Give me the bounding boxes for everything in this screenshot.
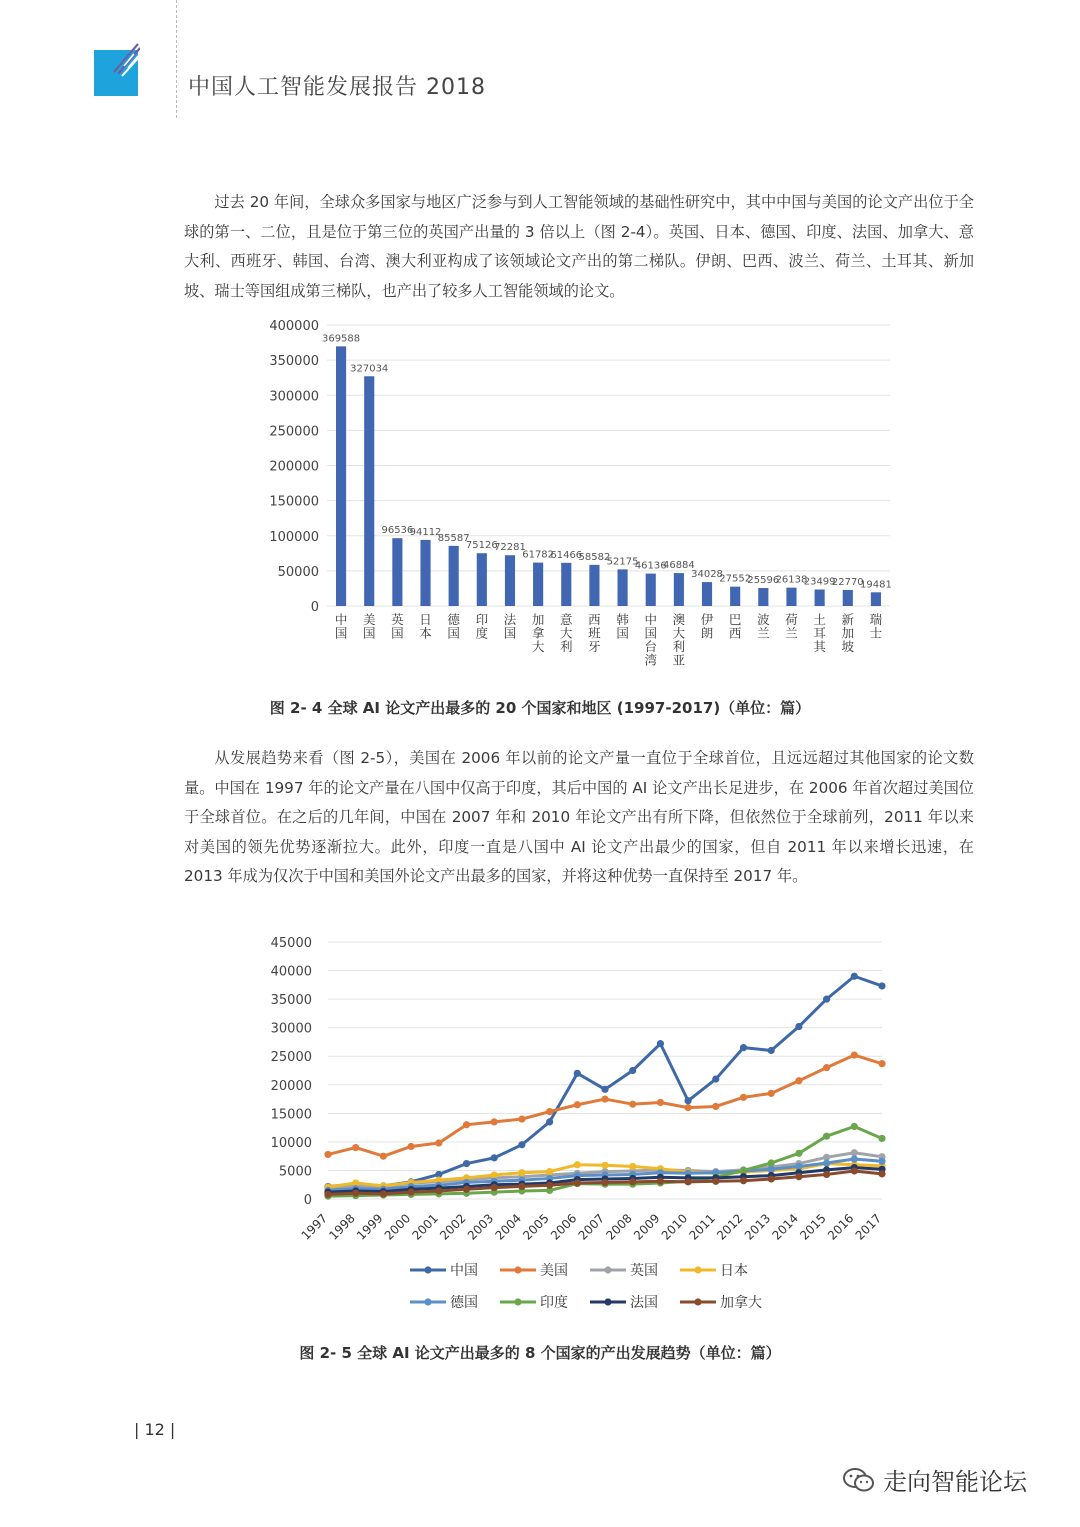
x-tick-label-char: 日: [419, 612, 432, 627]
series-point: [795, 1173, 802, 1180]
x-tick-label: 2017: [852, 1211, 885, 1243]
series-point: [685, 1097, 692, 1104]
series-point: [629, 1163, 636, 1170]
x-tick-label-char: 利: [672, 639, 686, 654]
y-tick-label: 20000: [270, 1078, 312, 1094]
x-tick-label-char: 牙: [588, 639, 601, 654]
bar: [618, 569, 628, 606]
legend-label: 加拿大: [720, 1295, 762, 1311]
x-tick-label-char: 耳: [813, 625, 826, 641]
y-tick-label: 350000: [269, 354, 319, 370]
series-point: [712, 1075, 719, 1082]
x-tick-label-char: 兰: [757, 625, 770, 641]
series-point: [324, 1191, 331, 1198]
data-label: 52175: [606, 556, 639, 568]
series-point: [491, 1154, 498, 1161]
series-point: [657, 1099, 664, 1106]
data-label: 327034: [350, 363, 389, 375]
series-point: [491, 1118, 498, 1125]
x-tick-label: 2015: [797, 1211, 829, 1243]
y-tick-label: 250000: [269, 424, 319, 440]
series-point: [546, 1168, 553, 1175]
x-tick-label-char: 其: [813, 639, 826, 654]
x-tick-label: 2016: [824, 1211, 857, 1243]
x-tick-label-char: 国: [334, 625, 348, 641]
x-tick-label-char: 兰: [785, 625, 798, 641]
data-label: 23499: [803, 576, 836, 588]
series-point: [851, 1149, 858, 1156]
x-tick-label-char: 大: [531, 639, 545, 654]
series-point: [768, 1159, 775, 1166]
y-tick-label: 30000: [270, 1021, 312, 1037]
x-tick-label: 1998: [326, 1211, 358, 1243]
legend-label: 德国: [450, 1295, 478, 1311]
series-point: [740, 1094, 747, 1101]
bar: [702, 582, 712, 606]
x-tick-label-char: 国: [362, 625, 376, 641]
bar: [871, 592, 881, 606]
legend-marker: [604, 1298, 611, 1305]
data-label: 94112: [409, 526, 442, 538]
x-tick-label-char: 伊: [700, 612, 714, 627]
x-tick-label-char: 国: [644, 625, 657, 641]
x-tick-label-char: 德: [447, 612, 460, 627]
bar: [364, 376, 374, 606]
bar: [674, 573, 684, 606]
x-tick-label-char: 西: [588, 612, 601, 627]
legend-label: 日本: [720, 1263, 748, 1279]
data-label: 85587: [437, 532, 470, 544]
page-number: | 12 |: [134, 1420, 176, 1439]
series-point: [851, 1123, 858, 1130]
series-point: [380, 1153, 387, 1160]
data-label: 27552: [719, 573, 752, 585]
data-label: 58582: [578, 551, 611, 563]
x-tick-label-char: 大: [560, 625, 573, 641]
series-point: [380, 1190, 387, 1197]
x-tick-label-char: 西: [728, 625, 742, 641]
x-tick-label-char: 土: [813, 612, 826, 627]
x-tick-label: 2014: [769, 1211, 802, 1243]
y-tick-label: 35000: [270, 993, 312, 1009]
report-logo: [94, 42, 140, 96]
bar: [561, 563, 571, 606]
series-point: [740, 1044, 747, 1051]
x-tick-label-char: 波: [757, 612, 770, 627]
legend-label: 印度: [540, 1295, 568, 1311]
x-tick-label-char: 湾: [644, 652, 657, 668]
series-point: [823, 1159, 830, 1166]
x-tick-label-char: 瑞: [869, 612, 883, 627]
x-tick-label-char: 巴: [728, 612, 742, 627]
bar: [843, 590, 853, 606]
bar: [505, 555, 515, 606]
series-point: [463, 1186, 470, 1193]
legend-marker: [514, 1298, 521, 1305]
data-label: 25596: [747, 575, 780, 587]
legend-marker: [604, 1266, 611, 1273]
series-point: [629, 1067, 636, 1074]
legend-marker: [694, 1266, 701, 1273]
series-point: [685, 1104, 692, 1111]
x-tick-label-char: 中: [644, 612, 657, 627]
wechat-icon: [843, 1467, 875, 1493]
series-point: [878, 982, 885, 989]
series-point: [823, 1133, 830, 1140]
x-tick-label-char: 印: [475, 612, 489, 627]
data-label: 46136: [634, 560, 667, 572]
x-tick-label-char: 国: [503, 625, 517, 641]
series-point: [463, 1121, 470, 1128]
series-point: [629, 1101, 636, 1108]
series-point: [740, 1167, 747, 1174]
x-tick-label: 2010: [658, 1211, 691, 1243]
series-point: [601, 1179, 608, 1186]
y-tick-label: 10000: [270, 1135, 312, 1151]
legend-label: 英国: [630, 1263, 658, 1279]
legend-marker: [424, 1298, 431, 1305]
bar: [449, 546, 459, 606]
x-tick-label-char: 英: [391, 612, 404, 627]
x-tick-label: 2004: [492, 1211, 525, 1243]
bar: [646, 574, 656, 606]
x-tick-label-char: 中: [334, 612, 348, 627]
y-tick-label: 0: [310, 600, 319, 615]
series-point: [352, 1190, 359, 1197]
x-tick-label-char: 美: [362, 612, 376, 627]
series-point: [518, 1141, 525, 1148]
watermark: [843, 1462, 1027, 1497]
series-point: [601, 1086, 608, 1093]
series-point: [408, 1189, 415, 1196]
series-point: [823, 1064, 830, 1071]
series-point: [601, 1095, 608, 1102]
y-tick-label: 200000: [269, 459, 319, 475]
header-divider: [176, 0, 177, 118]
line-chart-fig-2-5: [250, 930, 900, 1322]
series-point: [768, 1090, 775, 1097]
x-tick-label-char: 韩: [616, 612, 629, 627]
series-point: [878, 1170, 885, 1177]
data-label: 46884: [662, 560, 695, 572]
bar: [815, 589, 825, 606]
bar: [420, 540, 430, 606]
report-title: 中国人工智能发展报告 2018: [188, 75, 486, 100]
series-point: [491, 1184, 498, 1191]
data-label: 19481: [860, 579, 892, 591]
series-point: [324, 1151, 331, 1158]
series-point: [823, 1171, 830, 1178]
x-tick-label-char: 亚: [672, 652, 686, 668]
series-line: [328, 1055, 882, 1156]
bar: [758, 588, 768, 606]
series-point: [435, 1139, 442, 1146]
x-tick-label: 2007: [575, 1211, 608, 1243]
watermark-text: 走向智能论坛: [883, 1468, 1027, 1496]
y-tick-label: 5000: [278, 1164, 312, 1180]
data-label: 61782: [522, 549, 555, 561]
x-tick-label: 2002: [437, 1211, 469, 1243]
x-tick-label: 2006: [547, 1211, 580, 1243]
series-point: [851, 973, 858, 980]
bar: [477, 553, 487, 606]
x-tick-label-char: 台: [644, 639, 657, 654]
series-point: [574, 1179, 581, 1186]
x-tick-label-char: 澳: [672, 612, 686, 627]
series-point: [795, 1150, 802, 1157]
x-tick-label: 2009: [631, 1211, 663, 1243]
x-tick-label: 2008: [603, 1211, 635, 1243]
x-tick-label-char: 荷: [785, 612, 798, 627]
y-tick-label: 40000: [270, 964, 312, 980]
y-tick-label: 300000: [269, 389, 319, 405]
x-tick-label-char: 国: [616, 625, 629, 641]
series-point: [851, 1051, 858, 1058]
series-point: [795, 1163, 802, 1170]
y-tick-label: 45000: [270, 936, 312, 951]
x-tick-label-char: 法: [503, 612, 517, 627]
series-point: [435, 1187, 442, 1194]
x-tick-label: 1997: [298, 1211, 331, 1243]
paragraph-1: 过去 20 年间，全球众多国家与地区广泛参与到人工智能领域的基础性研究中，其中中国与美国的论文产出位于全球的第一、二位，且是位于第三位的英国产出量的 3 倍以上（图 2-4）。英国、日本、德国、印度、法国、加拿大、意大利、西班牙、韩国、台湾、澳大利亚构成了该领域论文产出的第二梯队。伊朗、巴西、波兰、荷兰、土耳其、新加坡、瑞士等国组成第三梯队，也产出了较多人工智能领域的论文。: [184, 193, 974, 300]
bar: [533, 563, 543, 606]
series-point: [795, 1023, 802, 1030]
x-tick-label: 2001: [409, 1211, 441, 1243]
legend-marker: [514, 1266, 521, 1273]
bar: [392, 538, 402, 606]
x-tick-label: 2005: [520, 1211, 552, 1243]
series-point: [546, 1182, 553, 1189]
x-tick-label: 2003: [464, 1211, 497, 1243]
x-tick-label: 1999: [354, 1211, 386, 1243]
x-tick-label-char: 拿: [531, 625, 545, 641]
x-tick-label-char: 班: [588, 625, 601, 641]
data-label: 75126: [465, 540, 498, 552]
data-label: 72281: [494, 542, 526, 554]
x-tick-label-char: 新: [841, 612, 855, 627]
x-tick-label: 2013: [741, 1211, 774, 1243]
legend-label: 法国: [630, 1295, 658, 1311]
series-point: [768, 1166, 775, 1173]
x-tick-label-char: 朗: [700, 625, 714, 641]
series-point: [518, 1183, 525, 1190]
x-tick-label-char: 国: [391, 625, 404, 641]
bar: [589, 565, 599, 606]
x-tick-label-char: 度: [475, 625, 489, 641]
bar: [786, 588, 796, 606]
y-tick-label: 25000: [270, 1050, 312, 1066]
series-point: [795, 1077, 802, 1084]
series-point: [352, 1144, 359, 1151]
series-point: [601, 1162, 608, 1169]
series-point: [408, 1143, 415, 1150]
x-tick-label-char: 加: [531, 612, 545, 627]
y-tick-label: 15000: [270, 1107, 312, 1123]
y-tick-label: 50000: [277, 564, 319, 580]
x-tick-label-char: 士: [869, 625, 883, 641]
series-point: [518, 1169, 525, 1176]
series-point: [851, 1167, 858, 1174]
bar-chart-fig-2-4: [250, 312, 900, 684]
x-tick-label-char: 坡: [841, 639, 855, 654]
series-point: [546, 1108, 553, 1115]
data-label: 369588: [321, 333, 361, 345]
y-tick-label: 150000: [269, 494, 319, 510]
series-point: [657, 1178, 664, 1185]
series-point: [574, 1161, 581, 1168]
data-label: 96536: [381, 525, 414, 537]
legend-marker: [694, 1298, 701, 1305]
bar: [730, 587, 740, 606]
y-tick-label: 400000: [269, 319, 319, 334]
x-tick-label-char: 意: [560, 612, 573, 627]
data-label: 26138: [775, 574, 808, 586]
x-tick-label-char: 利: [560, 639, 573, 654]
x-tick-label-char: 国: [447, 625, 460, 641]
x-tick-label-char: 加: [841, 625, 855, 641]
series-point: [574, 1070, 581, 1077]
legend-label: 美国: [540, 1263, 568, 1279]
data-label: 22770: [831, 577, 864, 589]
series-point: [491, 1171, 498, 1178]
series-point: [768, 1175, 775, 1182]
series-point: [878, 1158, 885, 1165]
series-point: [657, 1040, 664, 1047]
data-label: 61466: [550, 549, 583, 561]
bar: [336, 346, 346, 606]
legend-marker: [424, 1266, 431, 1273]
series-point: [546, 1118, 553, 1125]
series-point: [574, 1101, 581, 1108]
series-point: [823, 996, 830, 1003]
series-point: [878, 1135, 885, 1142]
series-point: [740, 1177, 747, 1184]
series-point: [878, 1060, 885, 1067]
series-point: [463, 1160, 470, 1167]
series-point: [518, 1115, 525, 1122]
caption-fig-2-5: 图 2- 5 全球 AI 论文产出最多的 8 个国家的产出发展趋势（单位：篇）: [299, 1344, 781, 1362]
x-tick-label-char: 本: [419, 625, 432, 641]
x-tick-label: 2000: [381, 1211, 414, 1243]
legend-label: 中国: [450, 1263, 478, 1279]
y-tick-label: 100000: [269, 529, 319, 545]
series-point: [712, 1178, 719, 1185]
series-point: [851, 1155, 858, 1162]
data-label: 34028: [691, 569, 723, 581]
series-point: [768, 1047, 775, 1054]
x-tick-label: 2011: [686, 1211, 718, 1243]
x-tick-label: 2012: [714, 1211, 746, 1243]
series-point: [629, 1178, 636, 1185]
series-point: [712, 1103, 719, 1110]
series-point: [685, 1178, 692, 1185]
caption-fig-2-4: 图 2- 4 全球 AI 论文产出最多的 20 个国家和地区 (1997-2017)（单位：篇）: [269, 699, 811, 717]
x-tick-label-char: 大: [672, 625, 686, 641]
paragraph-2: 从发展趋势来看（图 2-5），美国在 2006 年以前的论文产量一直位于全球首位，且远远超过其他国家的论文数量。中国在 1997 年的论文产量在八国中仅高于印度，其后中国的 AI 论文产出长足进步，在 2006 年首次超过美国位于全球首位。在之后的几年间，中国在 2007 年和 2010 年论文产出有所下降，但依然位于全球前列，2011 年以来对美国的领先优势逐渐拉大。此外，印度一直是八国中 AI 论文产出最少的国家，但自 2011 年以来增长迅速，在 2013 年成为仅次于中国和美国外论文产出最多的国家，并将这种优势一直保持至 2017 年。: [184, 749, 974, 886]
y-tick-label: 0: [303, 1193, 312, 1208]
